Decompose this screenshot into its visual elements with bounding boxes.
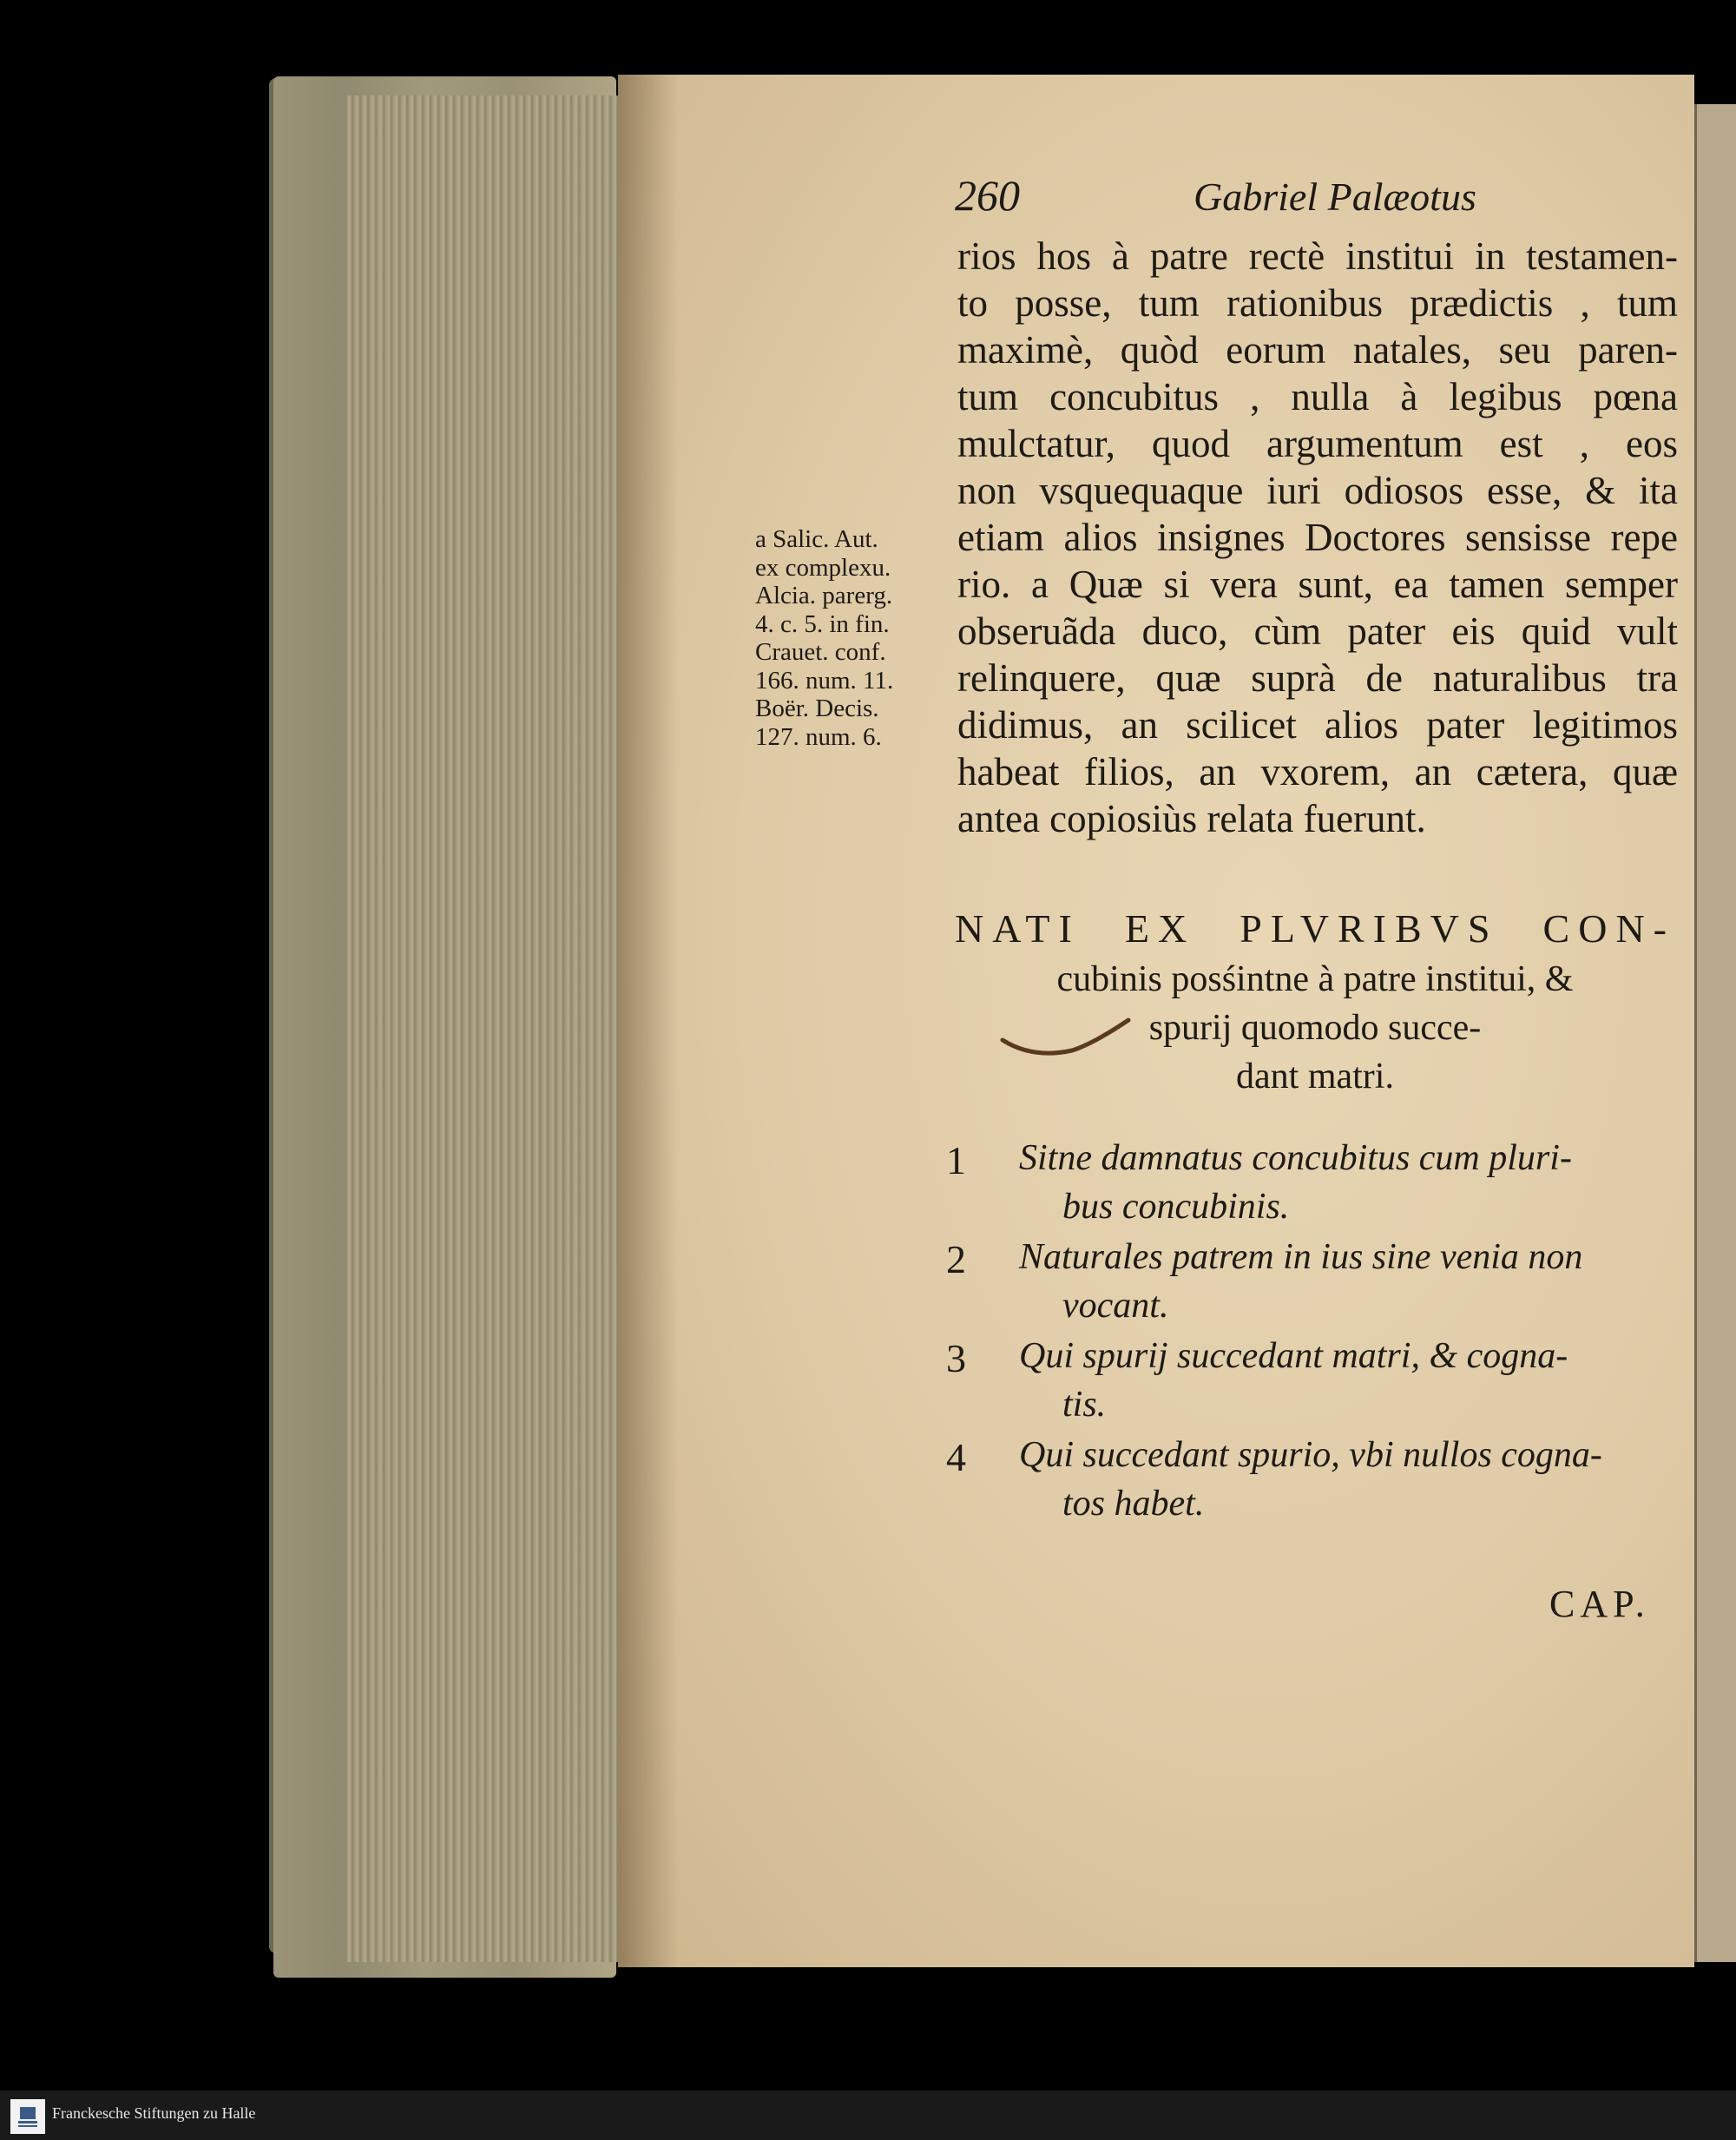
chapter-heading (955, 903, 1675, 1101)
body-line: to posse, tum rationibus prædictis , tum (957, 281, 1678, 325)
heading-line: cubinis posśintne à patre institui, & (1056, 959, 1574, 999)
margin-note-line: 166. num. 11. (755, 666, 894, 695)
body-line: mulctatur, quod argumentum est , eos (957, 422, 1678, 465)
summary-text: vocant. (1062, 1286, 1169, 1326)
next-page-edge (1694, 104, 1736, 1962)
summary-number: 4 (946, 1435, 966, 1479)
summary-text: Qui spurij succedant matri, & cogna- (1019, 1336, 1568, 1376)
catchword: CAP. (1549, 1583, 1650, 1625)
body-line: rio. a Quæ si vera sunt, ea tamen semper (957, 563, 1678, 606)
margin-note-line: a Salic. Aut. (755, 525, 878, 553)
institution-logo-icon (10, 2099, 45, 2134)
margin-note-line: 127. num. 6. (755, 722, 882, 751)
summary-number: 1 (946, 1138, 966, 1182)
margin-note-line: 4. c. 5. in fin. (755, 609, 890, 638)
body-line: maximè, quòd eorum natales, seu paren- (957, 328, 1678, 372)
body-line: obseruãda duco, cùm pater eis quid vult (957, 609, 1678, 653)
heading-line: NATI EX PLVRIBVS CON- (955, 906, 1675, 951)
summary-text: tis. (1062, 1385, 1107, 1425)
body-line: habeat filios, an vxorem, an cætera, quæ (957, 750, 1678, 793)
page-edges (347, 95, 625, 1962)
body-text (957, 233, 1678, 842)
body-line: tum concubitus , nulla à legibus pœna (957, 375, 1678, 418)
heading-line: spurij quomodo succe- (1148, 1008, 1482, 1048)
body-line: etiam alios insignes Doctores sensisse repe (957, 516, 1678, 559)
summary-number: 2 (946, 1237, 966, 1281)
body-line: non vsquequaque iuri odiosos esse, & ita (957, 469, 1678, 512)
ink-stroke-mark (998, 1016, 1146, 1068)
summary-item (946, 1236, 1675, 1335)
margin-note-line: ex complexu. (755, 553, 891, 582)
running-head: Gabriel Palæotus (1194, 174, 1476, 219)
summary-number: 3 (946, 1336, 966, 1380)
heading-line: dant matri. (1236, 1057, 1394, 1096)
summary-item (946, 1335, 1675, 1434)
margin-note-line: Crauet. conf. (755, 638, 886, 666)
body-line: rios hos à patre rectè institui in testamen- (957, 234, 1678, 278)
summary-list (946, 1137, 1675, 1533)
summary-text: tos habet. (1062, 1484, 1205, 1524)
summary-text: Sitne damnatus concubitus cum pluri- (1019, 1138, 1572, 1178)
summary-text: Naturales patrem in ius sine venia non (1019, 1237, 1583, 1277)
summary-text: bus concubinis. (1062, 1187, 1290, 1227)
margin-note-line: Boër. Decis. (755, 695, 879, 722)
summary-item (946, 1137, 1675, 1236)
margin-note-line: Alcia. parerg. (755, 582, 893, 609)
summary-item (946, 1434, 1675, 1533)
institution-name[interactable]: Franckesche Stiftungen zu Halle (52, 2104, 256, 2122)
gutter-shadow (618, 75, 679, 1967)
body-line: relinquere, quæ suprà de naturalibus tra (957, 656, 1678, 700)
page-number: 260 (955, 171, 1020, 220)
body-line: antea copiosiùs relata fuerunt. (957, 797, 1426, 840)
footer-bar (0, 2091, 1736, 2140)
summary-text: Qui succedant spurio, vbi nullos cogna- (1019, 1435, 1602, 1475)
margin-note (755, 525, 893, 751)
body-line: didimus, an scilicet alios pater legitimos (957, 703, 1678, 747)
